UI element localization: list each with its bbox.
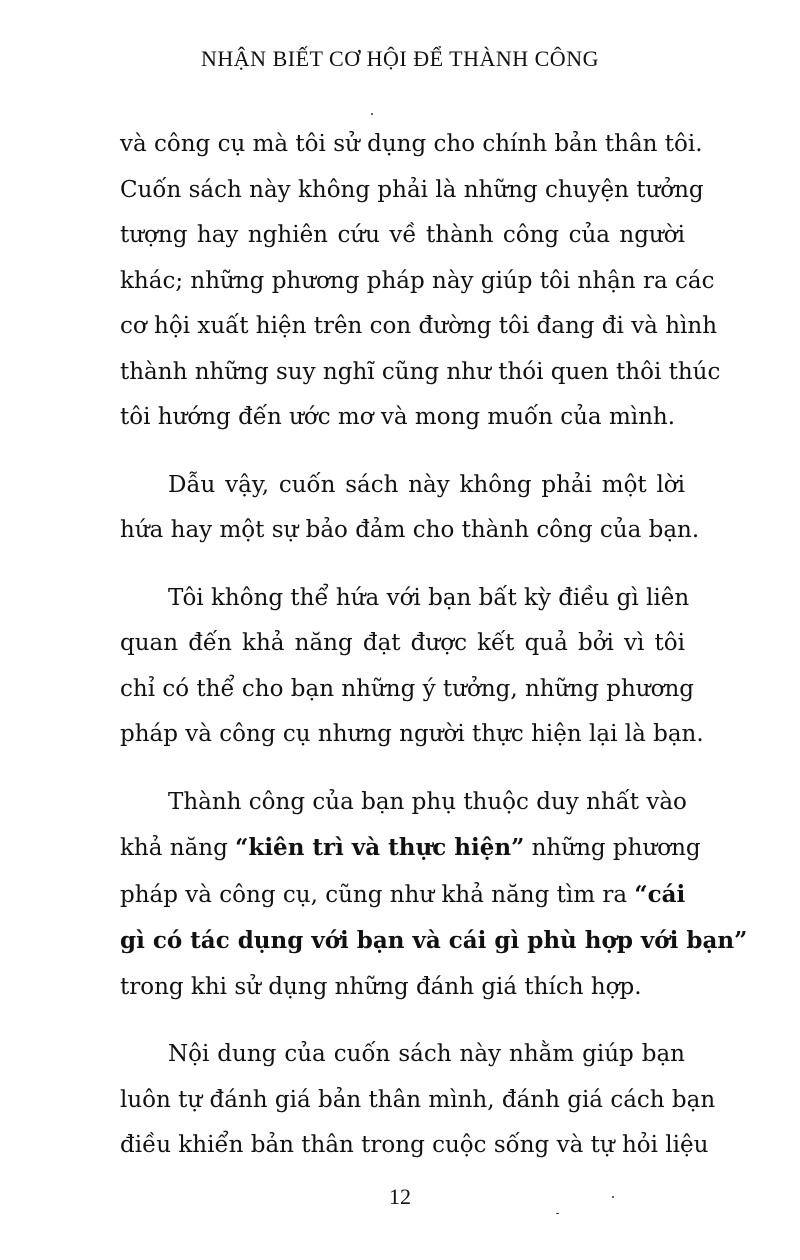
- paragraph-1: [120, 122, 721, 441]
- text-line: trong khi sử dụng những đánh giá thích hợp.: [120, 973, 642, 1000]
- text-line: chỉ có thể cho bạn những ý tưởng, những phương: [120, 675, 695, 702]
- body-text: [120, 122, 748, 1191]
- text-line: Dẫu vậy, cuốn sách này không phải một lời: [168, 471, 685, 498]
- text-line: tượng hay nghiên cứu về thành công của người: [120, 222, 685, 248]
- paragraph-2: [120, 463, 700, 554]
- bold-phrase: gì có tác dụng với bạn và cái gì phù hợp với bạn”: [120, 927, 748, 954]
- text-line: [120, 825, 701, 872]
- text-run: những phương: [524, 835, 701, 861]
- text-line: khác; những phương pháp này giúp tôi nhận ra các: [120, 267, 715, 294]
- text-run: pháp và công cụ, cũng như khả năng tìm ra: [120, 881, 635, 908]
- text-line: cơ hội xuất hiện trên con đường tôi đang đi và hình: [120, 313, 718, 339]
- page-number: 12: [389, 1184, 411, 1209]
- paragraph-5: [120, 1032, 716, 1169]
- bold-phrase: “cái: [634, 880, 686, 908]
- text-line: điều khiển bản thân trong cuộc sống và tự hỏi liệu: [120, 1132, 709, 1158]
- text-line: Nội dung của cuốn sách này nhằm giúp bạn: [168, 1041, 685, 1067]
- text-line: Tôi không thể hứa với bạn bất kỳ điều gì liên: [168, 584, 690, 611]
- text-line: hứa hay một sự bảo đảm cho thành công của bạn.: [120, 517, 700, 543]
- text-line: Cuốn sách này không phải là những chuyện tưởng: [120, 176, 704, 203]
- bold-phrase: “kiên trì và thực hiện”: [235, 834, 525, 861]
- paragraph-4: [120, 780, 748, 1011]
- text-line: pháp và công cụ nhưng người thực hiện lại là bạn.: [120, 721, 704, 747]
- text-line: [120, 918, 748, 965]
- running-header: NHẬN BIẾT CƠ HỘI ĐỂ THÀNH CÔNG: [201, 46, 599, 71]
- text-line: luôn tự đánh giá bản thân mình, đánh giá cách bạn: [120, 1086, 716, 1113]
- text-line: và công cụ mà tôi sử dụng cho chính bản thân tôi.: [120, 131, 703, 157]
- text-run: khả năng: [120, 835, 236, 861]
- scan-speck: [556, 1213, 559, 1214]
- text-line: [120, 872, 685, 919]
- paragraph-3: [120, 576, 704, 758]
- text-line: thành những suy nghĩ cũng như thói quen thôi thúc: [120, 358, 721, 385]
- text-line: tôi hướng đến ước mơ và mong muốn của mình.: [120, 404, 676, 430]
- text-line: Thành công của bạn phụ thuộc duy nhất vào: [168, 788, 687, 815]
- text-line: quan đến khả năng đạt được kết quả bởi vì tôi: [120, 630, 685, 656]
- scan-speck: [371, 113, 373, 115]
